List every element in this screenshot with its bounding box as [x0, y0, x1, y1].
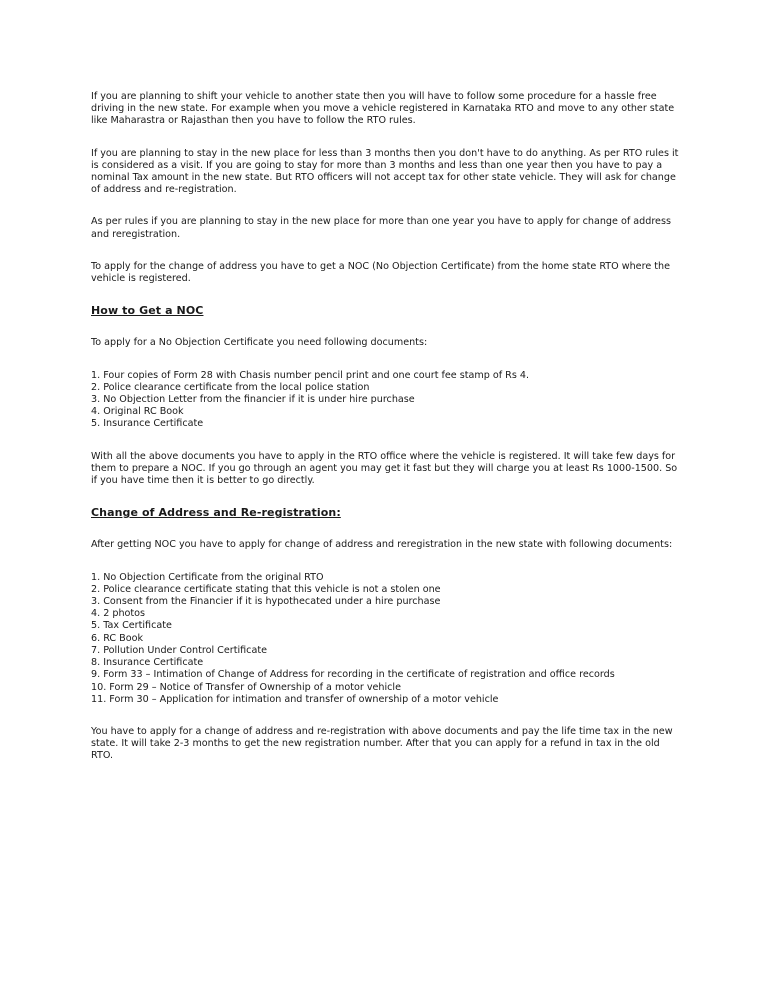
list-item: 1. No Objection Certificate from the original RTO	[91, 571, 324, 583]
list-item: 5. Tax Certificate	[91, 620, 172, 632]
noc-document-list	[91, 370, 681, 431]
list-item: 7. Pollution Under Control Certificate	[91, 644, 268, 656]
list-item: 9. Form 33 – Intimation of Change of Address for recording in the certificate of registration and office records	[91, 669, 615, 681]
noc-intro: To apply for a No Objection Certificate you need following documents:	[91, 337, 428, 349]
address-heading: Change of Address and Re-registration:	[91, 506, 341, 520]
address-intro: After getting NOC you have to apply for change of address and reregistration in the new state with following documents:	[91, 539, 673, 551]
list-item: 3. Consent from the Financier if it is hypothecated under a hire purchase	[91, 596, 441, 608]
list-item: 6. RC Book	[91, 632, 144, 644]
list-item: 2. Police clearance certificate stating that this vehicle is not a stolen one	[91, 583, 441, 595]
list-item: 4. 2 photos	[91, 608, 146, 620]
noc-heading: How to Get a NOC	[91, 304, 204, 318]
list-item: 11. Form 30 – Application for intimation and transfer of ownership of a motor vehicle	[91, 693, 499, 705]
list-item: 1. Four copies of Form 28 with Chasis number pencil print and one court fee stamp of Rs 4.	[91, 369, 530, 381]
address-document-list	[91, 572, 681, 706]
list-item: 8. Insurance Certificate	[91, 657, 204, 669]
list-item: 3. No Objection Letter from the financier if it is under hire purchase	[91, 394, 415, 406]
list-item: 2. Police clearance certificate from the local police station	[91, 381, 370, 393]
list-item: 5. Insurance Certificate	[91, 418, 204, 430]
list-item: 4. Original RC Book	[91, 406, 184, 418]
intro-paragraph-4: To apply for the change of address you have to get a NOC (No Objection Certificate) from the home state RTO where the vehicle is registered.	[91, 260, 671, 285]
address-outro: You have to apply for a change of address and re-registration with above documents and pay the life time tax in the new state. It will take 2-3 months to get the new registration number. After that you can apply for a refund in tax in the old RTO.	[91, 725, 673, 762]
intro-paragraph-3: As per rules if you are planning to stay in the new place for more than one year you have to apply for change of address and reregistration.	[91, 216, 671, 240]
intro-paragraph-1: If you are planning to shift your vehicle to another state then you will have to follow some procedure for a hassle free driving in the new state. For example when you move a vehicle registered in Karnataka RTO and move to any other state like Maharastra or Rajasthan then you have to follow the RTO rules.	[91, 91, 675, 127]
document-page	[91, 91, 681, 783]
noc-outro: With all the above documents you have to apply in the RTO office where the vehicle is registered. It will take few days for them to prepare a NOC. If you go through an agent you may get it fast but they will charge you at least Rs 1000-1500. So if you have time then it is better to go directly.	[91, 450, 678, 487]
list-item: 10. Form 29 – Notice of Transfer of Ownership of a motor vehicle	[91, 681, 401, 693]
intro-paragraph-2: If you are planning to stay in the new place for less than 3 months then you don't have to do anything. As per RTO rules it is considered as a visit. If you are going to stay for more than 3 months and less than one year then you have to pay a nominal Tax amount in the new state. But RTO officers will not accept tax for other state vehicle. They will ask for change of address and re-registration.	[91, 147, 679, 196]
